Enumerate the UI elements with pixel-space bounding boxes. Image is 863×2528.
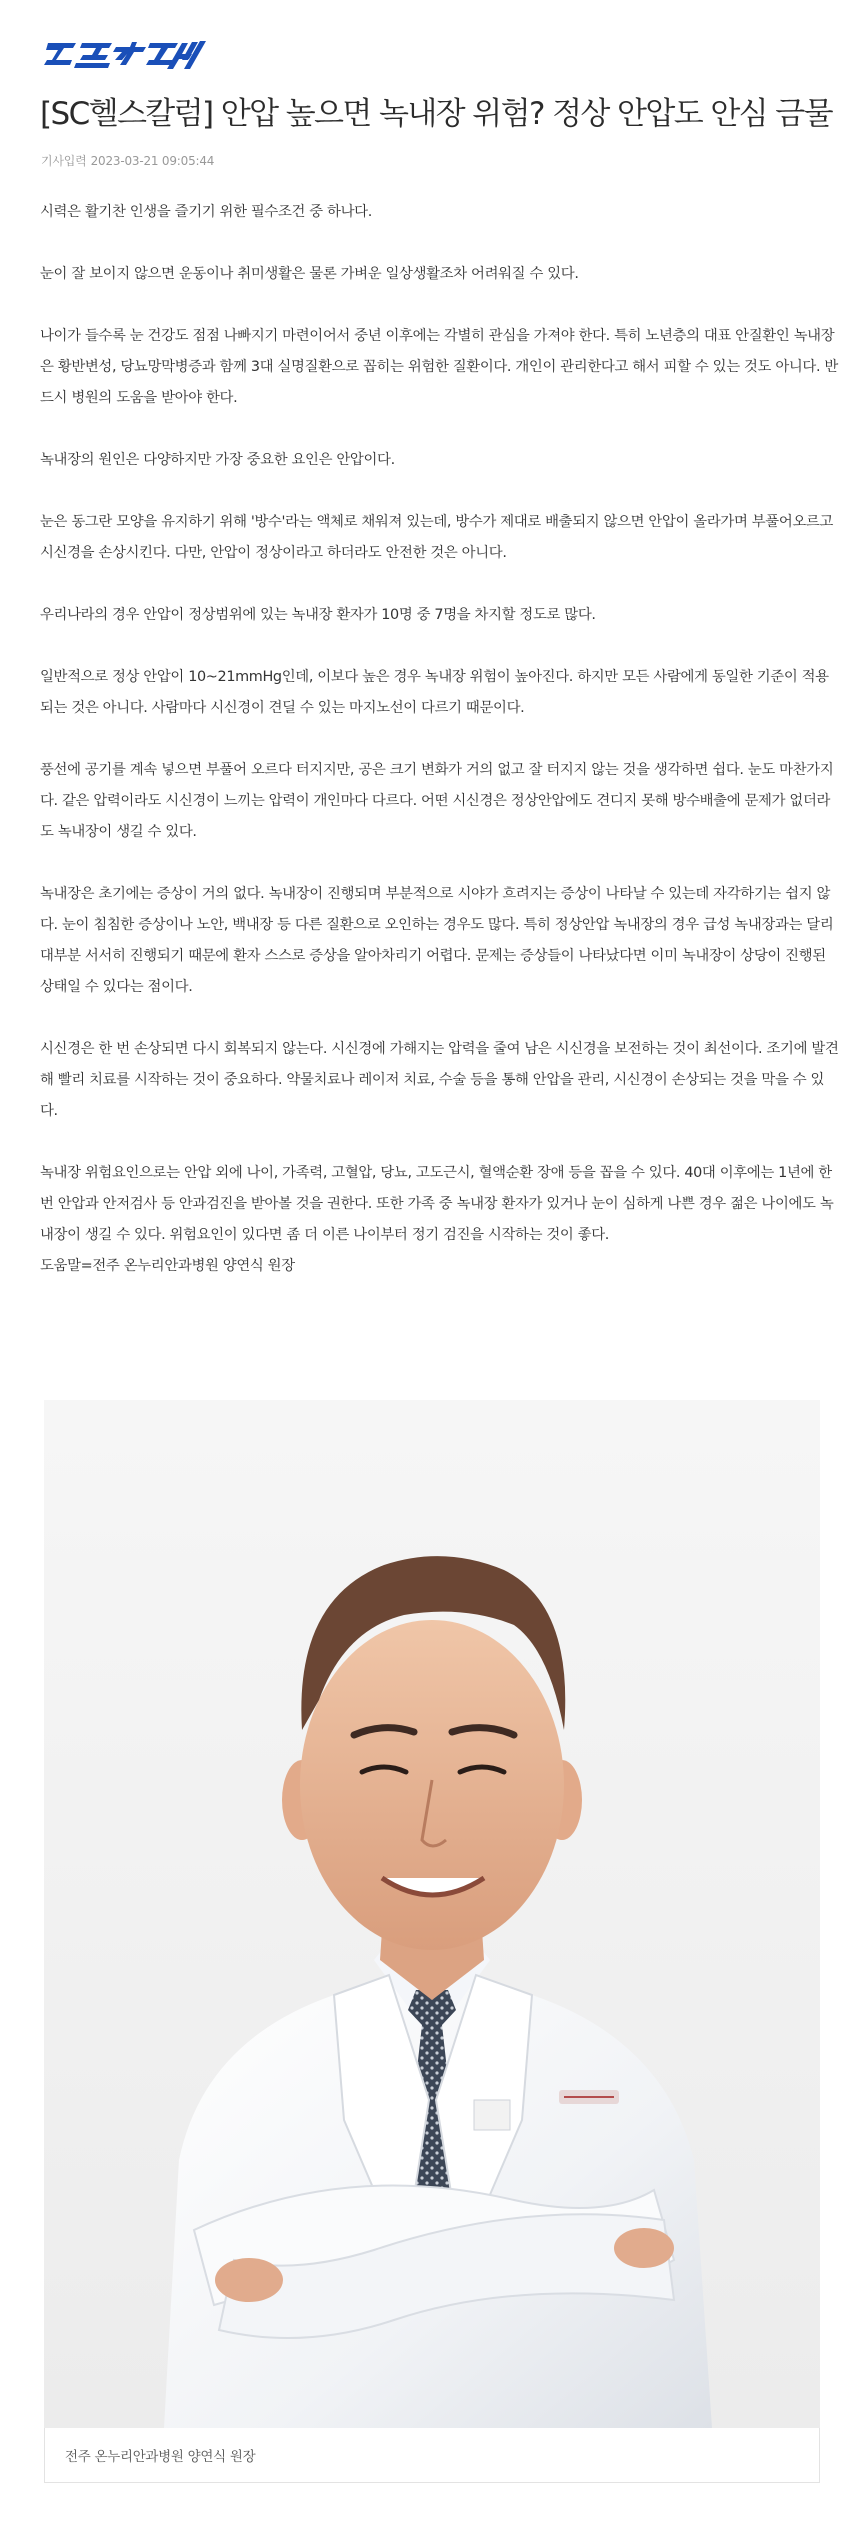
article-paragraph: 풍선에 공기를 계속 넣으면 부풀어 오르다 터지지만, 공은 크기 변화가 거의 없고 잘 터지지 않는 것을 생각하면 쉽다. 눈도 마찬가지다. 같은 압력이라도 시신경이 느끼는 압력이 개인마다 다르다. 어떤 시신경은 정상안압에도 견디지 못해 방수배출에 문제가 없더라도 녹내장이 생길 수 있다. [40, 762, 834, 840]
article-paragraph: 녹내장의 원인은 다양하지만 가장 중요한 요인은 안압이다. [40, 452, 395, 468]
article-body [40, 197, 840, 1282]
date-value: 2023-03-21 09:05:44 [90, 154, 215, 168]
article-paragraph: 일반적으로 정상 안압이 10~21mmHg인데, 이보다 높은 경우 녹내장 위험이 높아진다. 하지만 모든 사람에게 동일한 기준이 적용되는 것은 아니다. 사람마다 시신경이 견딜 수 있는 마지노선이 다르기 때문이다. [40, 669, 829, 716]
date-label: 기사입력 [41, 154, 87, 168]
article-photo [44, 1400, 820, 2428]
article-credit: 도움말=전주 온누리안과병원 양연식 원장 [40, 1258, 295, 1274]
article-paragraph: 나이가 들수록 눈 건강도 점점 나빠지기 마련이어서 중년 이후에는 각별히 관심을 가져야 한다. 특히 노년층의 대표 안질환인 녹내장은 황반변성, 당뇨망막병증과 함께 3대 실명질환으로 꼽히는 위험한 질환이다. 개인이 관리한다고 해서 피할 수 있는 것도 아니다. 반드시 병원의 도움을 받아야 한다. [40, 328, 838, 406]
doctor-portrait-image [44, 1400, 820, 2428]
photo-caption: 전주 온누리안과병원 양연식 원장 [65, 2449, 256, 2465]
photo-caption-box [44, 2428, 820, 2483]
article-paragraph: 시력은 활기찬 인생을 즐기기 위한 필수조건 중 하나다. [40, 204, 372, 220]
article-paragraph: 눈이 잘 보이지 않으면 운동이나 취미생활은 물론 가벼운 일상생활조차 어려워질 수 있다. [40, 266, 579, 282]
article-headline: [SC헬스칼럼] 안압 높으면 녹내장 위험? 정상 안압도 안심 금물 [40, 96, 832, 132]
article-paragraph: 눈은 동그란 모양을 유지하기 위해 '방수'라는 액체로 채워져 있는데, 방수가 제대로 배출되지 않으면 안압이 올라가며 부풀어오르고 시신경을 손상시킨다. 다만, 안압이 정상이라고 하더라도 안전한 것은 아니다. [40, 514, 834, 561]
article-paragraph: 녹내장 위험요인으로는 안압 외에 나이, 가족력, 고혈압, 당뇨, 고도근시, 혈액순환 장애 등을 꼽을 수 있다. 40대 이후에는 1년에 한 번 안압과 안저검사 등 안과검진을 받아볼 것을 권한다. 또한 가족 중 녹내장 환자가 있거나 눈이 심하게 나쁜 경우 젊은 나이에도 녹내장이 생길 수 있다. 위험요인이 있다면 좀 더 이른 나이부터 정기 검진을 시작하는 것이 좋다. [40, 1165, 834, 1243]
article-paragraph: 시신경은 한 번 손상되면 다시 회복되지 않는다. 시신경에 가해지는 압력을 줄여 남은 시신경을 보전하는 것이 최선이다. 조기에 발견해 빨리 치료를 시작하는 것이 중요하다. 약물치료나 레이저 치료, 수술 등을 통해 안압을 관리, 시신경이 손상되는 것을 막을 수 있다. [40, 1041, 839, 1119]
logo-wordmark-icon [42, 38, 212, 74]
article-paragraph: 녹내장은 초기에는 증상이 거의 없다. 녹내장이 진행되며 부분적으로 시야가 흐려지는 증상이 나타날 수 있는데 자각하기는 쉽지 않다. 눈이 침침한 증상이나 노안, 백내장 등 다른 질환으로 오인하는 경우도 많다. 특히 정상안압 녹내장의 경우 급성 녹내장과는 달리 대부분 서서히 진행되기 때문에 환자 스스로 증상을 알아차리기 어렵다. 문제는 증상들이 나타났다면 이미 녹내장이 상당이 진행된 상태일 수 있다는 점이다. [40, 886, 834, 995]
article-dateline [41, 152, 214, 169]
site-logo[interactable] [42, 38, 212, 74]
article-paragraph: 우리나라의 경우 안압이 정상범위에 있는 녹내장 환자가 10명 중 7명을 차지할 정도로 많다. [40, 607, 596, 623]
